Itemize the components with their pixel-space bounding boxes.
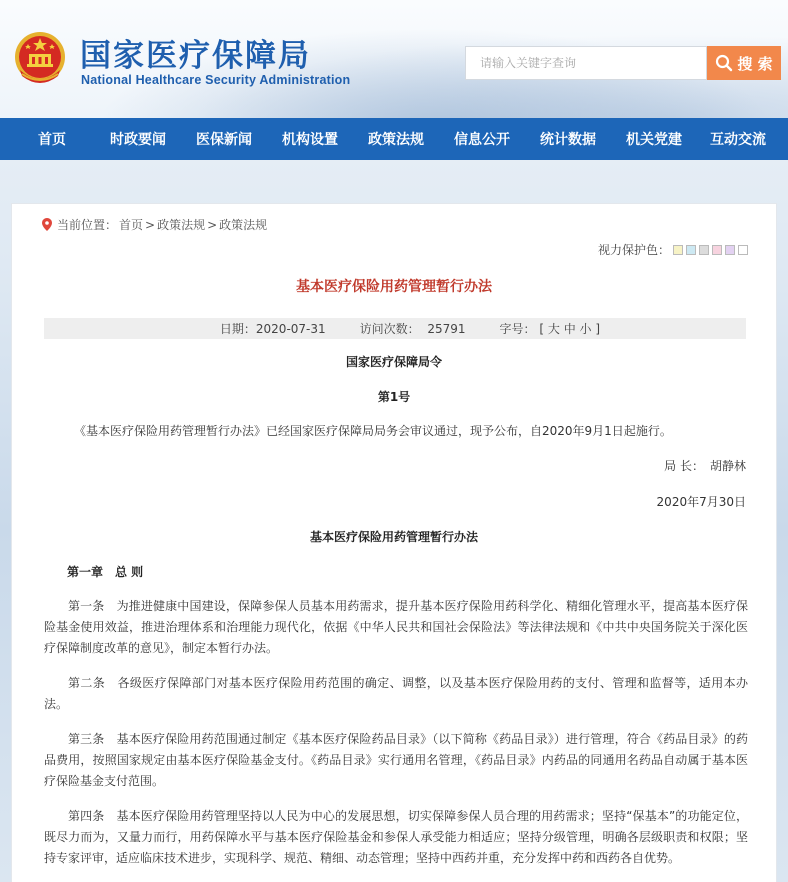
color-swatch-white[interactable] <box>738 245 748 255</box>
article-1: 第一条 为推进健康中国建设，保障参保人员基本用药需求，提升基本医疗保险用药科学化、精细化管理水平，提高基本医疗保险基金使用效益，推进治理体系和治理能力现代化，依据《中华人民共和国社会保险法》等法律法规和《中共中央国务院关于深化医疗保障制度改革的意见》，制定本暂行办法。 <box>44 599 748 655</box>
color-swatch-purple[interactable] <box>725 245 735 255</box>
site-title-english: National Healthcare Security Administration <box>81 73 351 87</box>
nav-item-interaction[interactable]: 互动交流 <box>710 132 766 148</box>
nav-item-disclosure[interactable]: 信息公开 <box>454 132 510 148</box>
search-input[interactable] <box>465 46 707 80</box>
order-title: 国家医疗保障局令 <box>345 355 442 369</box>
article-2: 第二条 各级医疗保障部门对基本医疗保险用药范围的确定、调整，以及基本医疗保险用药的支付、管理和监督等，适用本办法。 <box>44 676 748 711</box>
search-button[interactable] <box>707 46 781 80</box>
signer: 局 长： 胡静林 <box>664 459 746 473</box>
font-size-small[interactable]: 小 <box>579 322 592 336</box>
announcement-text: 《基本医疗保险用药管理暂行办法》已经国家医疗保障局局务会审议通过，现予公布，自2020年9月1日起施行。 <box>74 424 672 438</box>
sign-date: 2020年7月30日 <box>656 495 746 509</box>
color-swatch-gray[interactable] <box>699 245 709 255</box>
font-size-control <box>500 320 601 337</box>
site-header <box>0 0 788 118</box>
article-visits <box>360 320 466 337</box>
nav-item-statistics[interactable]: 统计数据 <box>540 132 596 148</box>
article-3: 第三条 基本医疗保险用药范围通过制定《基本医疗保险药品目录》（以下简称《药品目录》）进行管理，符合《药品目录》的药品费用，按照国家规定由基本医疗保险基金支付。《药品目录》实行通用名管理，《药品目录》内药品的同通用名药品自动属于基本医疗保险基金支付范围。 <box>44 732 748 788</box>
article-card <box>11 203 777 882</box>
breadcrumb-policy-sub[interactable]: 政策法规 <box>219 218 268 232</box>
document-title: 基本医疗保险用药管理暂行办法 <box>309 530 478 544</box>
article-date: 日期：2020-07-31 <box>219 322 326 336</box>
breadcrumb-policy[interactable]: 政策法规 <box>157 218 206 232</box>
search-button-label: 搜 索 <box>737 54 773 73</box>
location-pin-icon <box>42 218 52 231</box>
font-size-medium[interactable]: 中 <box>563 322 576 336</box>
font-size-large[interactable]: 大 <box>547 322 560 336</box>
breadcrumb-separator: > <box>145 217 156 232</box>
main-nav <box>0 118 788 160</box>
breadcrumb <box>42 216 267 233</box>
breadcrumb-home[interactable]: 首页 <box>119 218 144 232</box>
nav-item-healthcare-news[interactable]: 医保新闻 <box>196 132 252 148</box>
eye-protect-label: 视力保护色： <box>597 243 670 257</box>
font-size-bracket: [ <box>539 322 545 336</box>
nav-item-policy[interactable]: 政策法规 <box>368 132 424 148</box>
eye-protect-colors <box>598 241 748 258</box>
order-number: 第1号 <box>377 390 411 404</box>
color-swatch-yellow[interactable] <box>673 245 683 255</box>
font-size-bracket: ] <box>595 322 601 336</box>
nav-item-home[interactable]: 首页 <box>38 132 66 148</box>
article-title: 基本医疗保险用药管理暂行办法 <box>296 279 492 295</box>
breadcrumb-label: 当前位置： <box>57 218 118 232</box>
search-icon <box>715 54 733 72</box>
font-size-label: 字号： <box>499 322 536 336</box>
nav-item-news[interactable]: 时政要闻 <box>110 132 166 148</box>
national-emblem-icon[interactable] <box>12 30 68 88</box>
visits-count: 25791 <box>427 322 466 336</box>
nav-item-organization[interactable]: 机构设置 <box>282 132 338 148</box>
color-swatch-pink[interactable] <box>712 245 722 255</box>
nav-item-party[interactable]: 机关党建 <box>626 132 682 148</box>
breadcrumb-separator: > <box>207 217 218 232</box>
visits-label: 访问次数： <box>359 322 420 336</box>
site-title[interactable]: 国家医疗保障局 <box>80 38 311 74</box>
article-4: 第四条 基本医疗保险用药管理坚持以人民为中心的发展思想，切实保障参保人员合理的用药需求；坚持“保基本”的功能定位，既尽力而为，又量力而行，用药保障水平与基本医疗保险基金和参保人承受能力相适应；坚持分级管理，明确各层级职责和权限；坚持专家评审，适应临床技术进步，实现科学、规范、精细、动态管理；坚持中西药并重，充分发挥中药和西药各自优势。 <box>44 809 748 865</box>
color-swatch-blue[interactable] <box>686 245 696 255</box>
article-meta <box>44 318 746 339</box>
chapter-heading: 第一章 总 则 <box>67 565 144 579</box>
